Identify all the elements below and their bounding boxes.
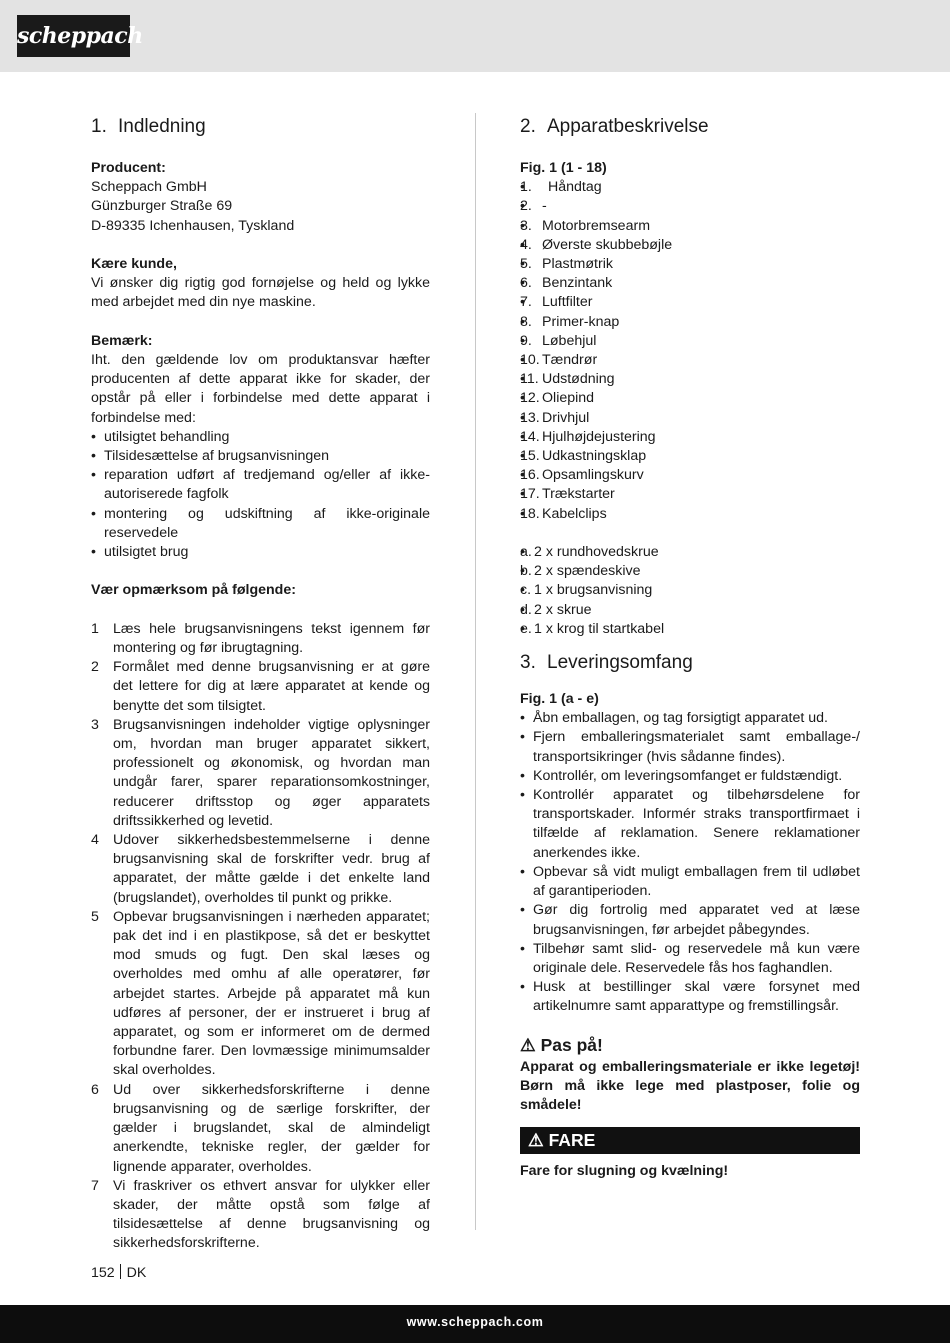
list-item: • 13. Drivhjul	[520, 409, 860, 428]
warning-triangle-icon: ⚠	[520, 1034, 536, 1055]
producer-line: D-89335 Ichenhausen, Tyskland	[91, 217, 295, 234]
note-label: Bemærk:	[91, 332, 153, 349]
list-item: • 5. Plastmøtrik	[520, 255, 860, 274]
note-bullet-list	[91, 428, 430, 562]
column-divider	[475, 113, 476, 1230]
list-item: • Fjern emballeringsmaterialet samt emballage-/ transportsikringer (hvis sådanne findes).	[520, 728, 860, 766]
list-item: • 15. Udkastningsklap	[520, 447, 860, 466]
attention-label: Vær opmærksom på følgende:	[91, 582, 296, 599]
section-1-heading: 1. Indledning	[91, 116, 206, 137]
list-item: • 17. Trækstarter	[520, 485, 860, 504]
danger-text: Fare for slugning og kvælning!	[520, 1163, 729, 1180]
list-item: • b. 2 x spændeskive	[520, 562, 860, 581]
header-bar	[0, 0, 950, 72]
list-item: • montering og udskiftning af ikke-originale reservedele	[91, 505, 430, 543]
fig-label: Fig. 1 (a - e)	[520, 691, 599, 708]
left-column	[91, 113, 430, 1254]
list-item: 1 Læs hele brugsanvisningens tekst igennem før montering og før ibrugtagning.	[91, 620, 430, 657]
list-item: 2 Formålet med denne brugsanvisning er at gøre det lettere for dig at lære apparatet at kende og benytte det som tilsigtet.	[91, 659, 430, 714]
note-text: Iht. den gældende lov om produktansvar hæfter producenten af dette apparat ikke for skader, der opstår på eller i forbindelse med dette apparat i forbindelse med:	[91, 352, 430, 426]
list-item: • 4. Øverste skubbebøjle	[520, 236, 860, 255]
section-2-heading: 2. Apparatbeskrivelse	[520, 116, 709, 137]
list-item: • 11. Udstødning	[520, 370, 860, 389]
list-item: • 10. Tændrør	[520, 351, 860, 370]
list-item: • 2. -	[520, 197, 860, 216]
list-item: • Kontrollér apparatet og tilbehørsdelene for transportskader. Informér straks transportfirmaet i tilfælde af reklamation. Senere reklamationer anerkendes ikke.	[520, 786, 860, 863]
list-item: • d. 2 x skrue	[520, 601, 860, 620]
website-bar	[0, 1305, 950, 1343]
list-item: • Gør dig fortrolig med apparatet ved at læse brugsanvisningen, før arbejdet påbegyndes.	[520, 901, 860, 939]
list-item: • 16. Opsamlingskurv	[520, 466, 860, 485]
brand-logo: scheppach	[17, 15, 130, 57]
danger-banner: ⚠ FARE	[520, 1127, 860, 1154]
producer-line: Günzburger Straße 69	[91, 198, 233, 215]
list-item: • e. 1 x krog til startkabel	[520, 620, 860, 639]
delivery-bullet-list	[520, 709, 860, 1016]
list-item: • 8. Primer-knap	[520, 313, 860, 332]
list-item: • 6. Benzintank	[520, 274, 860, 293]
list-item: • c. 1 x brugsanvisning	[520, 581, 860, 600]
list-item: 7 Vi fraskriver os ethvert ansvar for ulykker eller skader, der måtte opstå som følge af tilsidesættelse af denne brugsanvisning og sikkerhedsforskrifterne.	[91, 1177, 430, 1252]
list-item: • utilsigtet behandling	[91, 428, 430, 447]
list-item: • Tilbehør samt slid- og reservedele må kun være originale dele. Reservedele fås hos faghandlen.	[520, 940, 860, 978]
parts-list	[520, 178, 860, 524]
list-item: 4 Udover sikkerhedsbestemmelserne i denne brugsanvisning skal de forskrifter vedr. brug af apparatet, der måtte gælde i det enkelte land (brugslandet), overholdes til punkt og prikke.	[91, 832, 430, 906]
attention-list	[91, 620, 430, 1254]
list-item: 6 Ud over sikkerhedsforskrifterne i denne brugsanvisning og de særlige forskrifter, der gælder i brugslandet, skal de almindeligt anerkendte, tekniske regler, der gælder for lignende apparater, overholdes.	[91, 1081, 430, 1175]
list-item: • 3. Motorbremsearm	[520, 217, 860, 236]
list-item: • utilsigtet brug	[91, 543, 430, 562]
list-item: • Kontrollér, om leveringsomfanget er fuldstændigt.	[520, 767, 860, 786]
list-item: • Husk at bestillinger skal være forsynet med artikelnumre samt apparattype og fremstillingsår.	[520, 978, 860, 1016]
list-item: • Åbn emballagen, og tag forsigtigt apparatet ud.	[520, 709, 860, 728]
list-item: • Tilsidesættelse af brugsanvisningen	[91, 447, 430, 466]
producer-label: Producent:	[91, 160, 166, 176]
section-3-heading: 3. Leveringsomfang	[520, 652, 693, 674]
language-code: DK	[126, 1265, 147, 1281]
list-item: • Opbevar så vidt muligt emballagen frem til udløbet af garantiperioden.	[520, 863, 860, 901]
list-item: • a. 2 x rundhovedskrue	[520, 543, 860, 562]
fig-label: Fig. 1 (1 - 18)	[520, 160, 607, 176]
warning-triangle-icon: ⚠	[528, 1130, 544, 1151]
list-item: • 7. Luftfilter	[520, 293, 860, 312]
list-item: 5 Opbevar brugsanvisningen i nærheden apparatet; pak det ind i en plastikpose, så det er beskyttet mod smuds og fugt. Den skal læses og overholdes med omhu af alle operatører, før arbejdet startes. Arbejde på apparatet må kun udføres af personer, der er instrueret i brug af apparatet, og som er informeret om de dermed forbundne farer. Den lovmæssige minimumsalder skal overholdes.	[91, 908, 430, 1079]
page-number: 152	[91, 1265, 115, 1281]
list-item: • 12. Oliepind	[520, 389, 860, 408]
caution-text: Apparat og emballeringsmateriale er ikke legetøj! Børn må ikke lege med plastposer, folie og smådele!	[520, 1058, 860, 1113]
list-item: 3 Brugsanvisningen indeholder vigtige oplysninger om, hvordan man bruger apparatet sikkert, professionelt og økonomisk, og hvordan man undgår farer, sparer reparationsomkostninger, reducerer driftsstop og øger apparatets driftssikkerhed og levetid.	[91, 716, 430, 829]
list-item: • 1. Håndtag	[520, 178, 860, 197]
list-item: • 9. Løbehjul	[520, 332, 860, 351]
page-footer	[91, 1264, 146, 1283]
caution-heading: ⚠ Pas på!	[520, 1034, 603, 1055]
producer-line: Scheppach GmbH	[91, 179, 207, 196]
greeting-label: Kære kunde,	[91, 256, 177, 272]
list-item: • 18. Kabelclips	[520, 505, 860, 524]
greeting-text: Vi ønsker dig rigtig god fornøjelse og held og lykke med arbejdet med din nye maskine.	[91, 275, 430, 311]
right-column	[520, 113, 860, 1181]
list-item: • 14. Hjulhøjdejustering	[520, 428, 860, 447]
accessories-list	[520, 543, 860, 639]
website-link[interactable]: www.scheppach.com	[406, 1315, 544, 1329]
list-item: • reparation udført af tredjemand og/eller af ikke-autoriserede fagfolk	[91, 466, 430, 504]
